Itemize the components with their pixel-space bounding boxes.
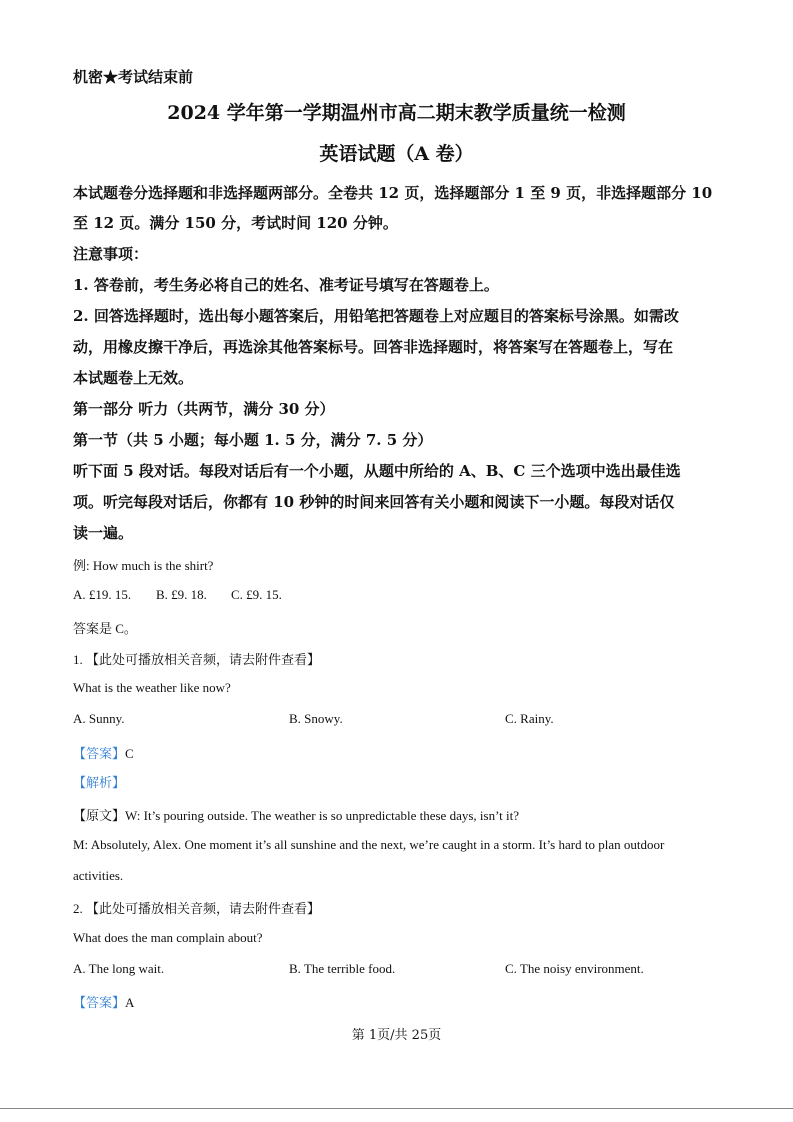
q1-original-w	[73, 805, 519, 824]
q1-option-c: C. Rainy.	[505, 711, 554, 726]
original-tag: 【原文】	[73, 808, 126, 823]
q1-answer	[73, 743, 134, 762]
example-answer: 答案是 C。	[73, 621, 137, 636]
intro-line-2: 至 12 页。满分 150 分，考试时间 120 分钟。	[73, 214, 398, 232]
exam-subtitle: 英语试题（A 卷）	[319, 143, 474, 165]
q1-question: What is the weather like now?	[73, 680, 231, 695]
example-option-b: B. £9. 18.	[156, 587, 207, 602]
note-2-line-1: 2. 回答选择题时，选出每小题答案后，用铅笔把答题卷上对应题目的答案标号涂黑。如需改	[73, 307, 679, 325]
listening-instructions-1: 听下面 5 段对话。每段对话后有一个小题，从题中所给的 A、B、C 三个选项中选出最佳选	[73, 462, 681, 480]
note-2-line-2: 动，用橡皮擦干净后，再选涂其他答案标号。回答非选择题时，将答案写在答题卷上，写在	[73, 338, 674, 356]
q2-question: What does the man complain about?	[73, 930, 263, 945]
part1-heading: 第一部分 听力（共两节，满分 30 分）	[73, 400, 335, 418]
note-2-line-3: 本试题卷上无效。	[73, 369, 194, 387]
q1-original-w-text: W: It’s pouring outside. The weather is so unpredictable these days, isn’t it?	[125, 808, 520, 823]
listening-instructions-3: 读一遍。	[73, 524, 134, 542]
example-option-a: A. £19. 15.	[73, 587, 132, 602]
q1-original-m-line-2: activities.	[73, 868, 124, 883]
q1-option-b: B. Snowy.	[289, 711, 343, 726]
note-1: 1. 答卷前，考生务必将自己的姓名、准考证号填写在答题卷上。	[73, 276, 499, 294]
notes-title: 注意事项：	[73, 245, 149, 263]
answer-tag: 【答案】	[73, 746, 126, 761]
q2-option-a: A. The long wait.	[73, 961, 165, 976]
page-bottom-divider	[0, 1108, 793, 1109]
q2-option-c: C. The noisy environment.	[505, 961, 644, 976]
q1-analysis-tag: 【解析】	[73, 775, 126, 790]
q2-stem: 2. 【此处可播放相关音频，请去附件查看】	[73, 901, 321, 916]
q2-option-b: B. The terrible food.	[289, 961, 396, 976]
confidential-label: 机密★考试结束前	[73, 68, 194, 86]
page-number: 第 1页/共 25页	[351, 1028, 442, 1043]
example-question: 例: How much is the shirt?	[73, 558, 214, 573]
intro-line-1: 本试题卷分选择题和非选择题两部分。全卷共 12 页，选择题部分 1 至 9 页，非选择题部分 10	[73, 184, 713, 202]
example-option-c: C. £9. 15.	[231, 587, 282, 602]
section1-heading: 第一节（共 5 小题；每小题 1. 5 分，满分 7. 5 分）	[73, 431, 433, 449]
q2-answer	[73, 992, 134, 1011]
q1-stem: 1. 【此处可播放相关音频，请去附件查看】	[73, 652, 321, 667]
q2-answer-value: A	[125, 995, 135, 1010]
q1-option-a: A. Sunny.	[73, 711, 125, 726]
q1-original-m-line-1: M: Absolutely, Alex. One moment it’s all sunshine and the next, we’re caught in a storm. It’s hard to plan outdoor	[73, 837, 665, 852]
listening-instructions-2: 项。听完每段对话后，你都有 10 秒钟的时间来回答有关小题和阅读下一小题。每段对话仅	[73, 493, 675, 511]
exam-title: 2024 学年第一学期温州市高二期末教学质量统一检测	[167, 102, 626, 124]
answer-tag: 【答案】	[73, 995, 126, 1010]
q1-answer-value: C	[125, 746, 134, 761]
